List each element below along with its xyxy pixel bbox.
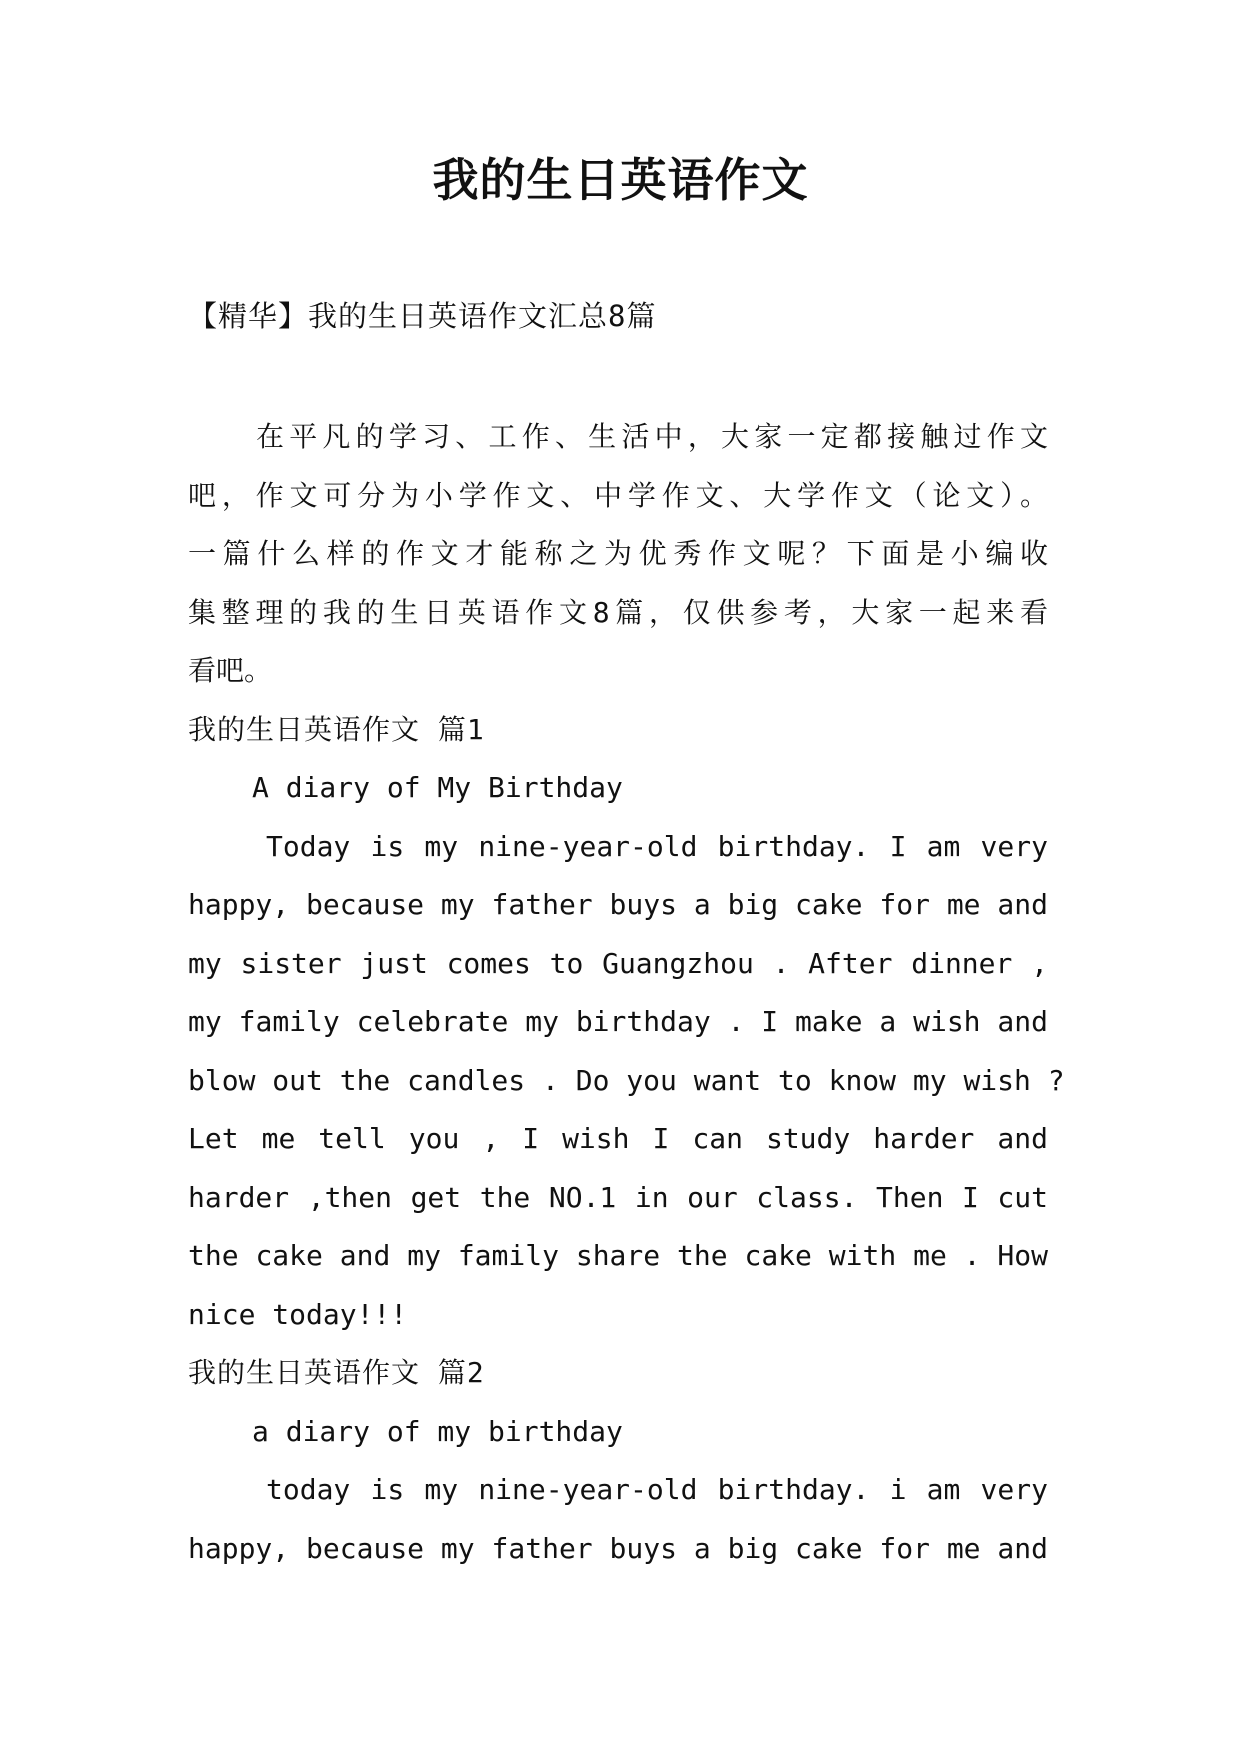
section-heading: 我的生日英语作文 篇2 — [188, 1356, 485, 1389]
essay-line: Let me tell you , I wish I can study harder and — [188, 1122, 1048, 1155]
essay-section-2 — [188, 1344, 1048, 1578]
essay-section-1 — [188, 701, 1065, 1345]
essay-line: today is my nine-year-old birthday. i am very — [266, 1473, 1048, 1506]
document-body — [188, 408, 1065, 1578]
essay-line: nice today!!! — [188, 1297, 408, 1331]
essay-line: blow out the candles . Do you want to know my wish ? — [188, 1063, 1065, 1097]
essay-line: happy, because my father buys a big cake for me and — [188, 888, 1048, 921]
essay-title: a diary of my birthday — [252, 1414, 623, 1448]
essay-line: Today is my nine-year-old birthday. I am very — [266, 829, 1048, 863]
intro-line: 集整理的我的生日英语作文8篇，仅供参考，大家一起来看 — [188, 595, 1048, 629]
intro-line: 看吧。 — [188, 654, 273, 687]
essay-line: my sister just comes to Guangzhou . After dinner , — [188, 946, 1048, 980]
document-title: 我的生日英语作文 — [432, 153, 809, 207]
document-subtitle: 【精华】我的生日英语作文汇总8篇 — [188, 299, 657, 333]
essay-title: A diary of My Birthday — [252, 771, 623, 804]
intro-paragraph — [188, 408, 1048, 701]
essay-line: happy, because my father buys a big cake for me and — [188, 1531, 1048, 1565]
essay-line: the cake and my family share the cake with me . How — [188, 1239, 1048, 1272]
section-heading: 我的生日英语作文 篇1 — [188, 712, 485, 746]
intro-line: 吧，作文可分为小学作文、中学作文、大学作文（论文）。 — [188, 478, 1048, 512]
intro-line: 一篇什么样的作文才能称之为优秀作文呢？下面是小编收 — [188, 537, 1048, 570]
essay-line: my family celebrate my birthday . I make a wish and — [188, 1005, 1048, 1038]
essay-line: harder ,then get the NO.1 in our class. Then I cut — [188, 1180, 1048, 1214]
intro-line: 在平凡的学习、工作、生活中，大家一定都接触过作文 — [256, 420, 1048, 453]
